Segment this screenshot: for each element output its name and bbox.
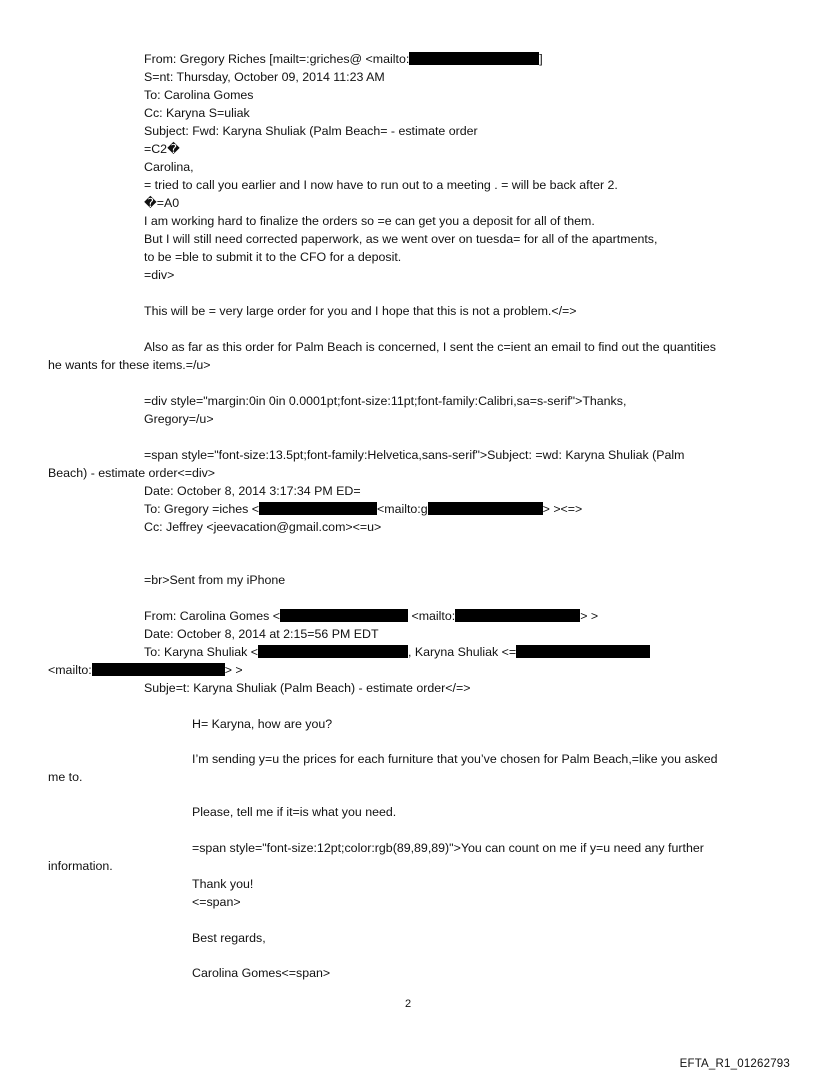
email3-mailto-line [48, 661, 243, 679]
email3-from-text: From: Carolina Gomes < [144, 609, 280, 623]
email3-to-line [144, 643, 650, 661]
email1-cc: Cc: Karyna S=uliak [144, 106, 250, 120]
bates-number: EFTA_R1_01262793 [679, 1058, 790, 1070]
email1-from-text: From: Gregory Riches [mailt=:griches@ <mailto: [144, 52, 410, 66]
email3-from-close: > > [580, 609, 599, 623]
email3-thanks: Thank you! [192, 877, 254, 891]
redaction-box [92, 663, 225, 676]
email1-signoff: =div style="margin:0in 0in 0.0001pt;font-size:11pt;font-family:Calibri,sa=s-serif">Thanks, [144, 394, 627, 408]
email1-from-line [144, 50, 543, 68]
email1-paragraph: But I will still need corrected paperwork, as we went over on tuesda= for all of the apartments, [144, 232, 658, 246]
email3-span-close: <=span> [192, 895, 241, 909]
redaction-box [280, 609, 408, 622]
email2-cc: Cc: Jeffrey <jeevacation@gmail.com><=u> [144, 520, 382, 534]
email3-to-second: , Karyna Shuliak <= [408, 645, 517, 659]
email3-to-text: To: Karyna Shuliak < [144, 645, 258, 659]
email1-paragraph: = tried to call you earlier and I now have to run out to a meeting . = will be back after 2. [144, 178, 618, 192]
email2-sent-from: =br>Sent from my iPhone [144, 573, 286, 587]
redaction-box [409, 52, 539, 65]
email1-paragraph: he wants for these items.=/u> [48, 358, 211, 372]
email3-date: Date: October 8, 2014 at 2:15=56 PM EDT [144, 627, 379, 641]
email2-subject: =span style="font-size:13.5pt;font-family:Helvetica,sans-serif">Subject: =wd: Karyna Shuliak (Palm [144, 448, 685, 462]
email2-to-close: > ><=> [542, 502, 583, 516]
redaction-box [455, 609, 580, 622]
email3-paragraph: me to. [48, 770, 83, 784]
email3-signature: Carolina Gomes<=span> [192, 966, 331, 980]
redaction-box [428, 502, 543, 515]
email1-code1: =C2� [144, 142, 180, 156]
email1-paragraph: =div> [144, 268, 175, 282]
email2-subject-cont: Beach) - estimate order<=div> [48, 466, 216, 480]
email3-mailto-text: <mailto: [48, 663, 92, 677]
email3-from-line [144, 607, 598, 625]
email1-sent: S=nt: Thursday, October 09, 2014 11:23 AM [144, 70, 385, 84]
email3-subject: Subje=t: Karyna Shuliak (Palm Beach) - estimate order</=> [144, 681, 471, 695]
email1-paragraph: Also as far as this order for Palm Beach is concerned, I sent the c=ient an email to find out the quantities [144, 340, 717, 354]
redaction-box [258, 645, 408, 658]
email2-to-text: To: Gregory =iches < [144, 502, 260, 516]
redaction-box [259, 502, 377, 515]
email3-paragraph: =span style="font-size:12pt;color:rgb(89,89,89)">You can count on me if y=u need any further [192, 841, 704, 855]
redaction-box [516, 645, 650, 658]
email3-paragraph: I’m sending y=u the prices for each furniture that you’ve chosen for Palm Beach,=like you asked [192, 752, 718, 766]
email2-to-line [144, 500, 582, 518]
email1-paragraph: to be =ble to submit it to the CFO for a deposit. [144, 250, 402, 264]
email3-paragraph: Please, tell me if it=is what you need. [192, 805, 397, 819]
email3-regards: Best regards, [192, 931, 266, 945]
email1-subject: Subject: Fwd: Karyna Shuliak (Palm Beach= - estimate order [144, 124, 478, 138]
email1-greeting: Carolina, [144, 160, 194, 174]
email2-date: Date: October 8, 2014 3:17:34 PM ED= [144, 484, 361, 498]
email1-paragraph: I am working hard to finalize the orders so =e can get you a deposit for all of them. [144, 214, 595, 228]
email2-to-mailto: <mailto:g [377, 502, 428, 516]
email3-from-mailto: <mailto: [411, 609, 456, 623]
page-number: 2 [404, 998, 412, 1010]
email1-code2: �=A0 [144, 196, 180, 210]
email1-paragraph: This will be = very large order for you and I hope that this is not a problem.</=> [144, 304, 577, 318]
email3-greeting: H= Karyna, how are you? [192, 717, 333, 731]
email3-mailto-close: > > [224, 663, 243, 677]
email1-signature: Gregory=/u> [144, 412, 214, 426]
email3-paragraph: information. [48, 859, 113, 873]
email1-to: To: Carolina Gomes [144, 88, 254, 102]
email1-from-close: ] [539, 52, 543, 66]
